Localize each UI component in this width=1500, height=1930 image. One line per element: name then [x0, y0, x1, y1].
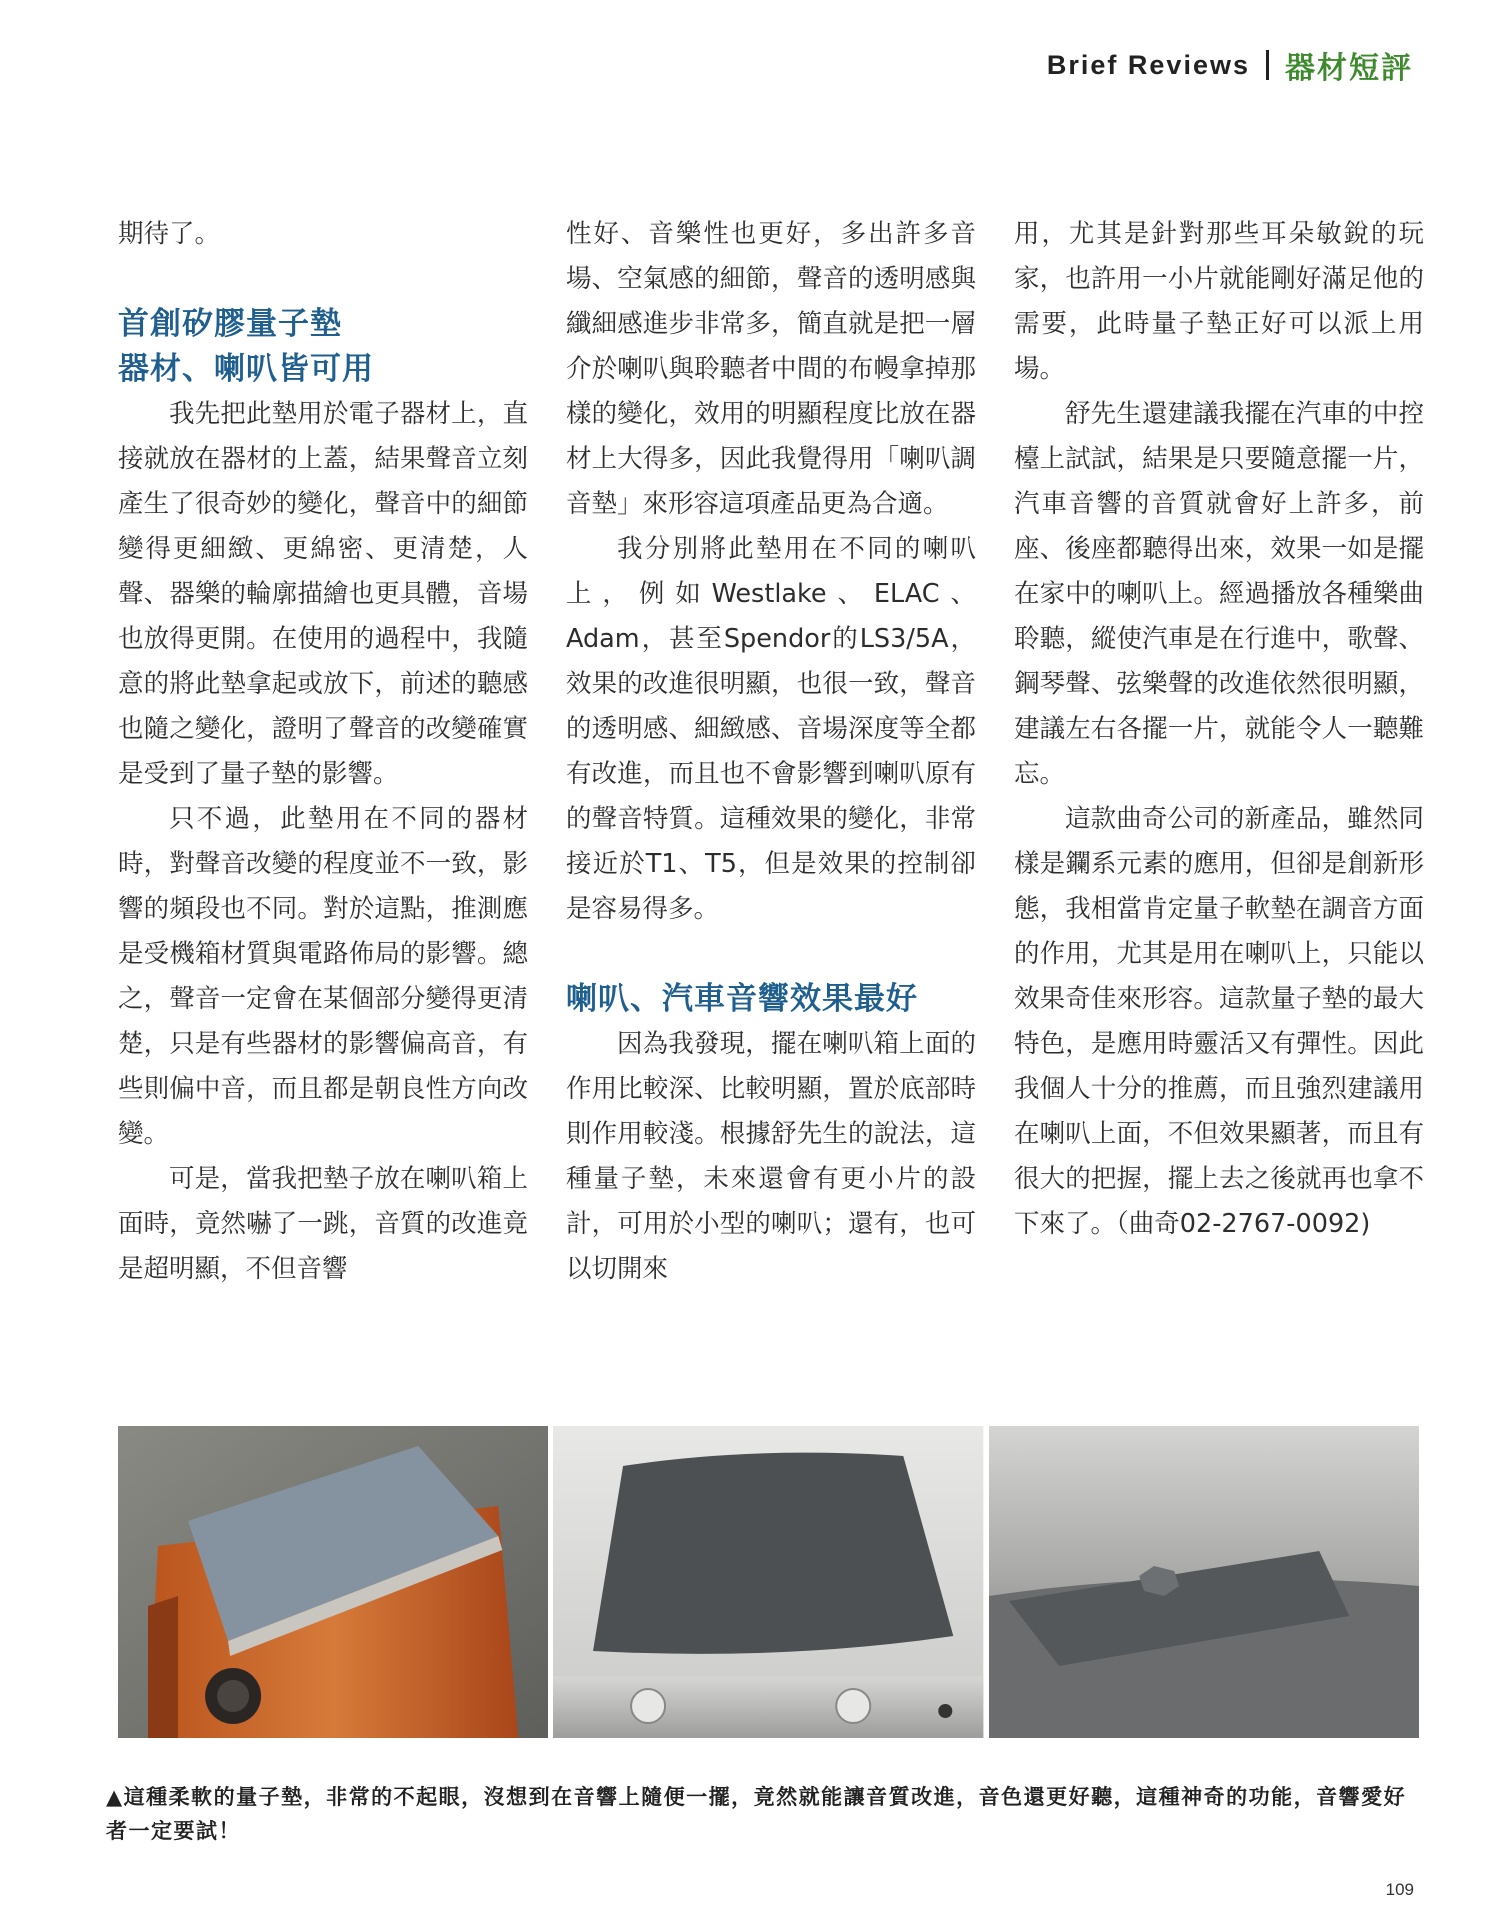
section-heading: 首創矽膠量子墊: [118, 306, 342, 342]
section-title-zh: 器材短評: [1285, 51, 1413, 86]
photo-speaker-with-pad: [118, 1426, 548, 1738]
paragraph: 我先把此墊用於電子器材上，直接就放在器材的上蓋，結果聲音立刻產生了很奇妙的變化，聲音中的細節變得更細緻、更綿密、更清楚，人聲、器樂的輪廓描繪也更具體，音場也放得更開。在使用的過程中，我隨意的將此墊拿起或放下，前述的聽感也隨之變化，證明了聲音的改變確實是受到了量子墊的影響。: [118, 399, 528, 789]
paragraph: 因為我發現，擺在喇叭箱上面的作用比較深、比較明顯，置於底部時則作用較淺。根據舒先生的說法，這種量子墊，未來還會有更小片的設計，可用於小型的喇叭；還有，也可以切開來: [566, 1029, 976, 1284]
paragraph: 舒先生還建議我擺在汽車的中控檯上試試，結果是只要隨意擺一片，汽車音響的音質就會好上許多，前座、後座都聽得出來，效果一如是擺在家中的喇叭上。經過播放各種樂曲聆聽，縱使汽車是在行進中，歌聲、鋼琴聲、弦樂聲的改進依然很明顯，建議左右各擺一片，就能令人一聽難忘。: [1014, 399, 1424, 789]
text-column-2: [566, 212, 976, 1362]
paragraph: 用，尤其是針對那些耳朵敏銳的玩家，也許用一小片就能剛好滿足他的需要，此時量子墊正好可以派上用場。: [1014, 219, 1424, 384]
paragraph: 只不過，此墊用在不同的器材時，對聲音改變的程度並不一致，影響的頻段也不同。對於這點，推測應是受機箱材質與電路佈局的影響。總之，聲音一定會在某個部分變得更清楚，只是有些器材的影響偏高音，有些則偏中音，而且都是朝良性方向改變。: [118, 804, 528, 1149]
text-column-1: [118, 212, 528, 1362]
section-title-en: Brief Reviews: [1046, 49, 1250, 80]
page-number: 109: [1385, 1880, 1414, 1899]
page-header: [1047, 44, 1413, 86]
paragraph: 性好、音樂性也更好，多出許多音場、空氣感的細節，聲音的透明感與纖細感進步非常多，簡直就是把一層介於喇叭與聆聽者中間的布幔拿掉那樣的變化，效用的明顯程度比放在器材上大得多，因此我覺得用「喇叭調音墊」來形容這項產品更為合適。: [566, 219, 976, 519]
photo-strip: [118, 1426, 1419, 1738]
paragraph: 期待了。: [118, 219, 221, 249]
header-divider: [1266, 50, 1269, 80]
section-heading: 器材、喇叭皆可用: [118, 351, 374, 387]
section-heading: 喇叭、汽車音響效果最好: [566, 981, 918, 1017]
paragraph: 這款曲奇公司的新產品，雖然同樣是鑭系元素的應用，但卻是創新形態，我相當肯定量子軟墊在調音方面的作用，尤其是用在喇叭上，只能以效果奇佳來形容。這款量子墊的最大特色，是應用時靈活又有彈性。因此我個人十分的推薦，而且強烈建議用在喇叭上面，不但效果顯著，而且有很大的把握，擺上去之後就再也拿不下來了。（曲奇02-2767-0092): [1014, 804, 1424, 1239]
photo-caption: ▲這種柔軟的量子墊，非常的不起眼，沒想到在音響上隨便一擺，竟然就能讓音質改進，音色還更好聽，這種神奇的功能，音響愛好者一定要試！: [106, 1785, 1407, 1843]
paragraph: 可是，當我把墊子放在喇叭箱上面時，竟然嚇了一跳，音質的改進竟是超明顯，不但音響: [118, 1164, 528, 1284]
spacer: [566, 932, 976, 977]
text-column-3: [1014, 212, 1424, 1362]
spacer: [118, 257, 528, 302]
photo-amplifier-with-pad: [553, 1426, 983, 1738]
paragraph: 我分別將此墊用在不同的喇叭上，例如Westlake、ELAC、Adam，甚至Spendor的LS3/5A，效果的改進很明顯，也很一致，聲音的透明感、細緻感、音場深度等全都有改進，而且也不會影響到喇叭原有的聲音特質。這種效果的變化，非常接近於T1、T5，但是效果的控制卻是容易得多。: [566, 534, 976, 924]
photo-car-dashboard-with-pad: [989, 1426, 1419, 1738]
